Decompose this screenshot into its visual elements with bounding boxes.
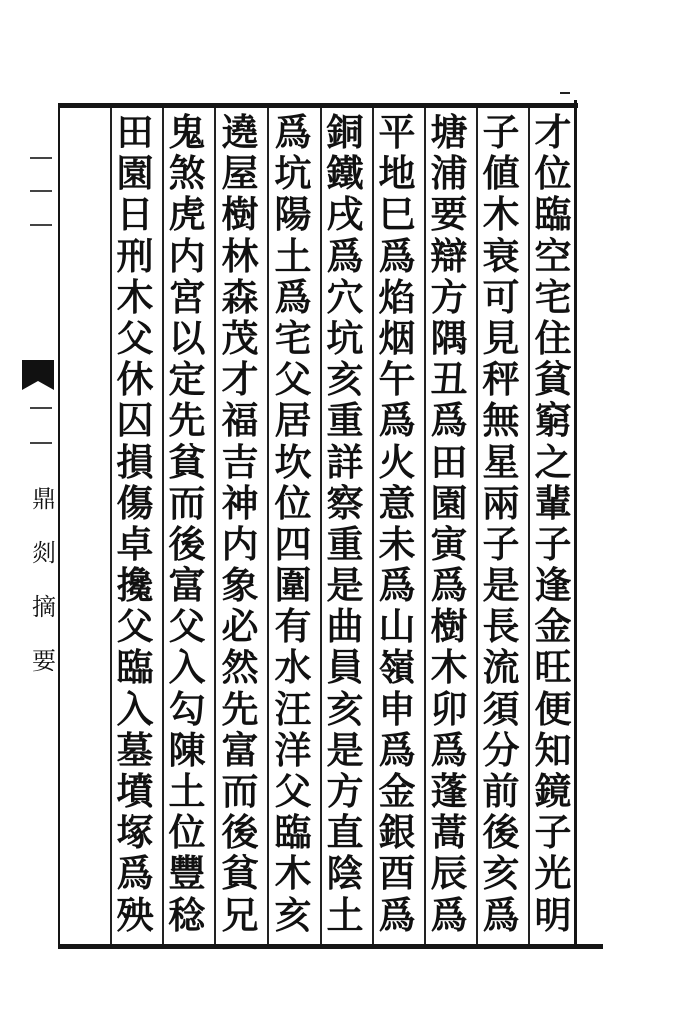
glyph: 休 <box>116 357 154 402</box>
glyph: 攙 <box>116 563 154 608</box>
glyph: 塚 <box>116 810 154 855</box>
glyph: 内 <box>221 521 259 566</box>
glyph: 金 <box>534 604 572 649</box>
text-column-9 <box>112 112 158 942</box>
glyph: 宮 <box>168 274 206 319</box>
glyph: 才 <box>534 110 572 154</box>
glyph: 臨 <box>534 192 572 237</box>
glyph: 爲 <box>430 892 468 937</box>
text-column-6 <box>270 112 316 942</box>
glyph: 位 <box>534 151 572 196</box>
glyph: 土 <box>168 769 206 813</box>
glyph: 地 <box>378 151 416 196</box>
glyph: 樹 <box>221 192 259 237</box>
glyph: 卓 <box>116 521 154 566</box>
glyph: 輩 <box>534 480 572 525</box>
glyph: 爲 <box>378 398 416 443</box>
glyph: 寅 <box>430 521 468 566</box>
glyph: 辯 <box>430 233 468 278</box>
glyph: 先 <box>221 686 259 731</box>
glyph: 山 <box>378 604 416 649</box>
glyph: 無 <box>482 398 520 443</box>
glyph: 重 <box>326 521 364 566</box>
glyph: 爲 <box>430 727 468 772</box>
glyph: 富 <box>221 727 259 772</box>
glyph: 明 <box>534 892 572 937</box>
glyph: 光 <box>534 851 572 896</box>
glyph: 内 <box>168 233 206 278</box>
glyph: 神 <box>221 480 259 525</box>
glyph: 烟 <box>378 315 416 360</box>
margin-tick <box>30 407 52 409</box>
glyph: 後 <box>168 521 206 566</box>
glyph: 直 <box>326 810 364 855</box>
glyph: 爲 <box>378 233 416 278</box>
glyph: 父 <box>168 604 206 649</box>
glyph: 是 <box>326 727 364 772</box>
glyph: 分 <box>482 727 520 772</box>
glyph: 定 <box>168 357 206 402</box>
glyph: 子 <box>482 110 520 154</box>
glyph: 詳 <box>326 439 364 484</box>
glyph: 陳 <box>168 727 206 772</box>
glyph: 然 <box>221 645 259 690</box>
glyph: 坑 <box>274 151 312 196</box>
margin-tick <box>30 224 52 226</box>
glyph: 住 <box>534 315 572 360</box>
glyph: 田 <box>430 439 468 484</box>
glyph: 福 <box>221 398 259 443</box>
margin-title-char: 摘 <box>32 593 56 621</box>
glyph: 亥 <box>274 892 312 937</box>
glyph: 以 <box>168 315 206 360</box>
glyph: 酉 <box>378 851 416 896</box>
glyph: 位 <box>274 480 312 525</box>
glyph: 須 <box>482 686 520 731</box>
glyph: 樹 <box>430 604 468 649</box>
glyph: 子 <box>534 810 572 855</box>
glyph: 曲 <box>326 604 364 649</box>
glyph: 遶 <box>221 110 259 154</box>
glyph: 囚 <box>116 398 154 443</box>
glyph: 後 <box>482 810 520 855</box>
glyph: 田 <box>116 110 154 154</box>
text-column-5 <box>322 112 368 942</box>
glyph: 煞 <box>168 151 206 196</box>
glyph: 有 <box>274 604 312 649</box>
glyph: 巳 <box>378 192 416 237</box>
glyph: 才 <box>221 357 259 402</box>
glyph: 爲 <box>430 398 468 443</box>
glyph: 宅 <box>274 315 312 360</box>
glyph: 浦 <box>430 151 468 196</box>
glyph: 墓 <box>116 727 154 772</box>
margin-tick <box>30 157 52 159</box>
glyph: 申 <box>378 686 416 731</box>
glyph: 父 <box>274 357 312 402</box>
glyph: 土 <box>274 233 312 278</box>
glyph: 傷 <box>116 480 154 525</box>
glyph: 穴 <box>326 274 364 319</box>
glyph: 象 <box>221 563 259 608</box>
glyph: 陽 <box>274 192 312 237</box>
glyph: 洋 <box>274 727 312 772</box>
glyph: 爲 <box>274 274 312 319</box>
glyph: 爲 <box>326 233 364 278</box>
glyph: 重 <box>326 398 364 443</box>
glyph: 隅 <box>430 315 468 360</box>
glyph: 方 <box>326 769 364 813</box>
glyph: 鏡 <box>534 769 572 813</box>
glyph: 位 <box>168 810 206 855</box>
glyph: 蓬 <box>430 769 468 813</box>
glyph: 森 <box>221 274 259 319</box>
glyph: 富 <box>168 563 206 608</box>
glyph: 貧 <box>534 357 572 402</box>
glyph: 子 <box>534 521 572 566</box>
glyph: 坎 <box>274 439 312 484</box>
glyph: 爲 <box>378 892 416 937</box>
glyph: 臨 <box>116 645 154 690</box>
glyph: 之 <box>534 439 572 484</box>
glyph: 秤 <box>482 357 520 402</box>
glyph: 宅 <box>534 274 572 319</box>
glyph: 亥 <box>326 686 364 731</box>
glyph: 貧 <box>221 851 259 896</box>
glyph: 値 <box>482 151 520 196</box>
glyph: 必 <box>221 604 259 649</box>
glyph: 刑 <box>116 233 154 278</box>
glyph: 墳 <box>116 769 154 813</box>
glyph: 殃 <box>116 892 154 937</box>
glyph: 兩 <box>482 480 520 525</box>
glyph: 圍 <box>274 563 312 608</box>
glyph: 汪 <box>274 686 312 731</box>
glyph: 勾 <box>168 686 206 731</box>
glyph: 便 <box>534 686 572 731</box>
glyph: 屋 <box>221 151 259 196</box>
glyph: 爲 <box>378 563 416 608</box>
glyph: 水 <box>274 645 312 690</box>
glyph: 意 <box>378 480 416 525</box>
glyph: 星 <box>482 439 520 484</box>
glyph: 長 <box>482 604 520 649</box>
margin-tick <box>30 442 52 444</box>
glyph: 是 <box>482 563 520 608</box>
glyph: 方 <box>430 274 468 319</box>
margin-title-char: 鼎 <box>32 485 56 513</box>
glyph: 空 <box>534 233 572 278</box>
glyph: 窮 <box>534 398 572 443</box>
glyph: 爲 <box>430 563 468 608</box>
glyph: 見 <box>482 315 520 360</box>
glyph: 日 <box>116 192 154 237</box>
margin-title-char: 剡 <box>32 539 56 567</box>
glyph: 木 <box>482 192 520 237</box>
glyph: 木 <box>430 645 468 690</box>
glyph: 鐵 <box>326 151 364 196</box>
glyph: 爲 <box>274 110 312 154</box>
glyph: 是 <box>326 563 364 608</box>
glyph: 林 <box>221 233 259 278</box>
glyph: 爲 <box>116 851 154 896</box>
frame-top-border <box>58 103 578 108</box>
glyph: 火 <box>378 439 416 484</box>
glyph: 可 <box>482 274 520 319</box>
glyph: 卯 <box>430 686 468 731</box>
frame-bottom-border <box>58 944 603 949</box>
glyph: 兄 <box>221 892 259 937</box>
glyph: 前 <box>482 769 520 813</box>
glyph: 鬼 <box>168 110 206 154</box>
glyph: 入 <box>116 686 154 731</box>
margin-title-char: 要 <box>32 647 56 675</box>
glyph: 陰 <box>326 851 364 896</box>
text-column-2 <box>478 112 524 942</box>
glyph: 衰 <box>482 233 520 278</box>
glyph: 先 <box>168 398 206 443</box>
text-column-3 <box>426 112 472 942</box>
glyph: 後 <box>221 810 259 855</box>
glyph: 察 <box>326 480 364 525</box>
glyph: 未 <box>378 521 416 566</box>
margin-title <box>26 472 62 688</box>
glyph: 平 <box>378 110 416 154</box>
glyph: 銀 <box>378 810 416 855</box>
glyph: 木 <box>274 851 312 896</box>
glyph: 焰 <box>378 274 416 319</box>
glyph: 而 <box>168 480 206 525</box>
text-column-4 <box>374 112 420 942</box>
glyph: 貧 <box>168 439 206 484</box>
margin-tick <box>30 190 52 192</box>
glyph: 戌 <box>326 192 364 237</box>
glyph: 入 <box>168 645 206 690</box>
glyph: 蒿 <box>430 810 468 855</box>
text-column-7 <box>217 112 263 942</box>
glyph: 爲 <box>378 727 416 772</box>
glyph: 虎 <box>168 192 206 237</box>
glyph: 吉 <box>221 439 259 484</box>
glyph: 父 <box>116 315 154 360</box>
glyph: 知 <box>534 727 572 772</box>
glyph: 豐 <box>168 851 206 896</box>
glyph: 而 <box>221 769 259 813</box>
glyph: 居 <box>274 398 312 443</box>
glyph: 銅 <box>326 110 364 154</box>
glyph: 爲 <box>482 892 520 937</box>
glyph: 亥 <box>326 357 364 402</box>
glyph: 茂 <box>221 315 259 360</box>
column-rule <box>267 108 269 944</box>
glyph: 午 <box>378 357 416 402</box>
glyph: 流 <box>482 645 520 690</box>
glyph: 逢 <box>534 563 572 608</box>
glyph: 嶺 <box>378 645 416 690</box>
text-column-1 <box>530 112 576 942</box>
glyph: 金 <box>378 769 416 813</box>
glyph: 損 <box>116 439 154 484</box>
glyph: 園 <box>116 151 154 196</box>
glyph: 坑 <box>326 315 364 360</box>
glyph: 父 <box>274 769 312 813</box>
glyph: 稔 <box>168 892 206 937</box>
glyph: 旺 <box>534 645 572 690</box>
glyph: 亥 <box>482 851 520 896</box>
glyph: 木 <box>116 274 154 319</box>
column-rule <box>214 108 216 944</box>
glyph: 要 <box>430 192 468 237</box>
text-column-8 <box>164 112 210 942</box>
glyph: 四 <box>274 521 312 566</box>
glyph: 丑 <box>430 357 468 402</box>
glyph: 土 <box>326 892 364 937</box>
glyph: 辰 <box>430 851 468 896</box>
corner-mark <box>560 92 570 94</box>
glyph: 塘 <box>430 110 468 154</box>
glyph: 員 <box>326 645 364 690</box>
glyph: 園 <box>430 480 468 525</box>
glyph: 父 <box>116 604 154 649</box>
glyph: 子 <box>482 521 520 566</box>
glyph: 臨 <box>274 810 312 855</box>
